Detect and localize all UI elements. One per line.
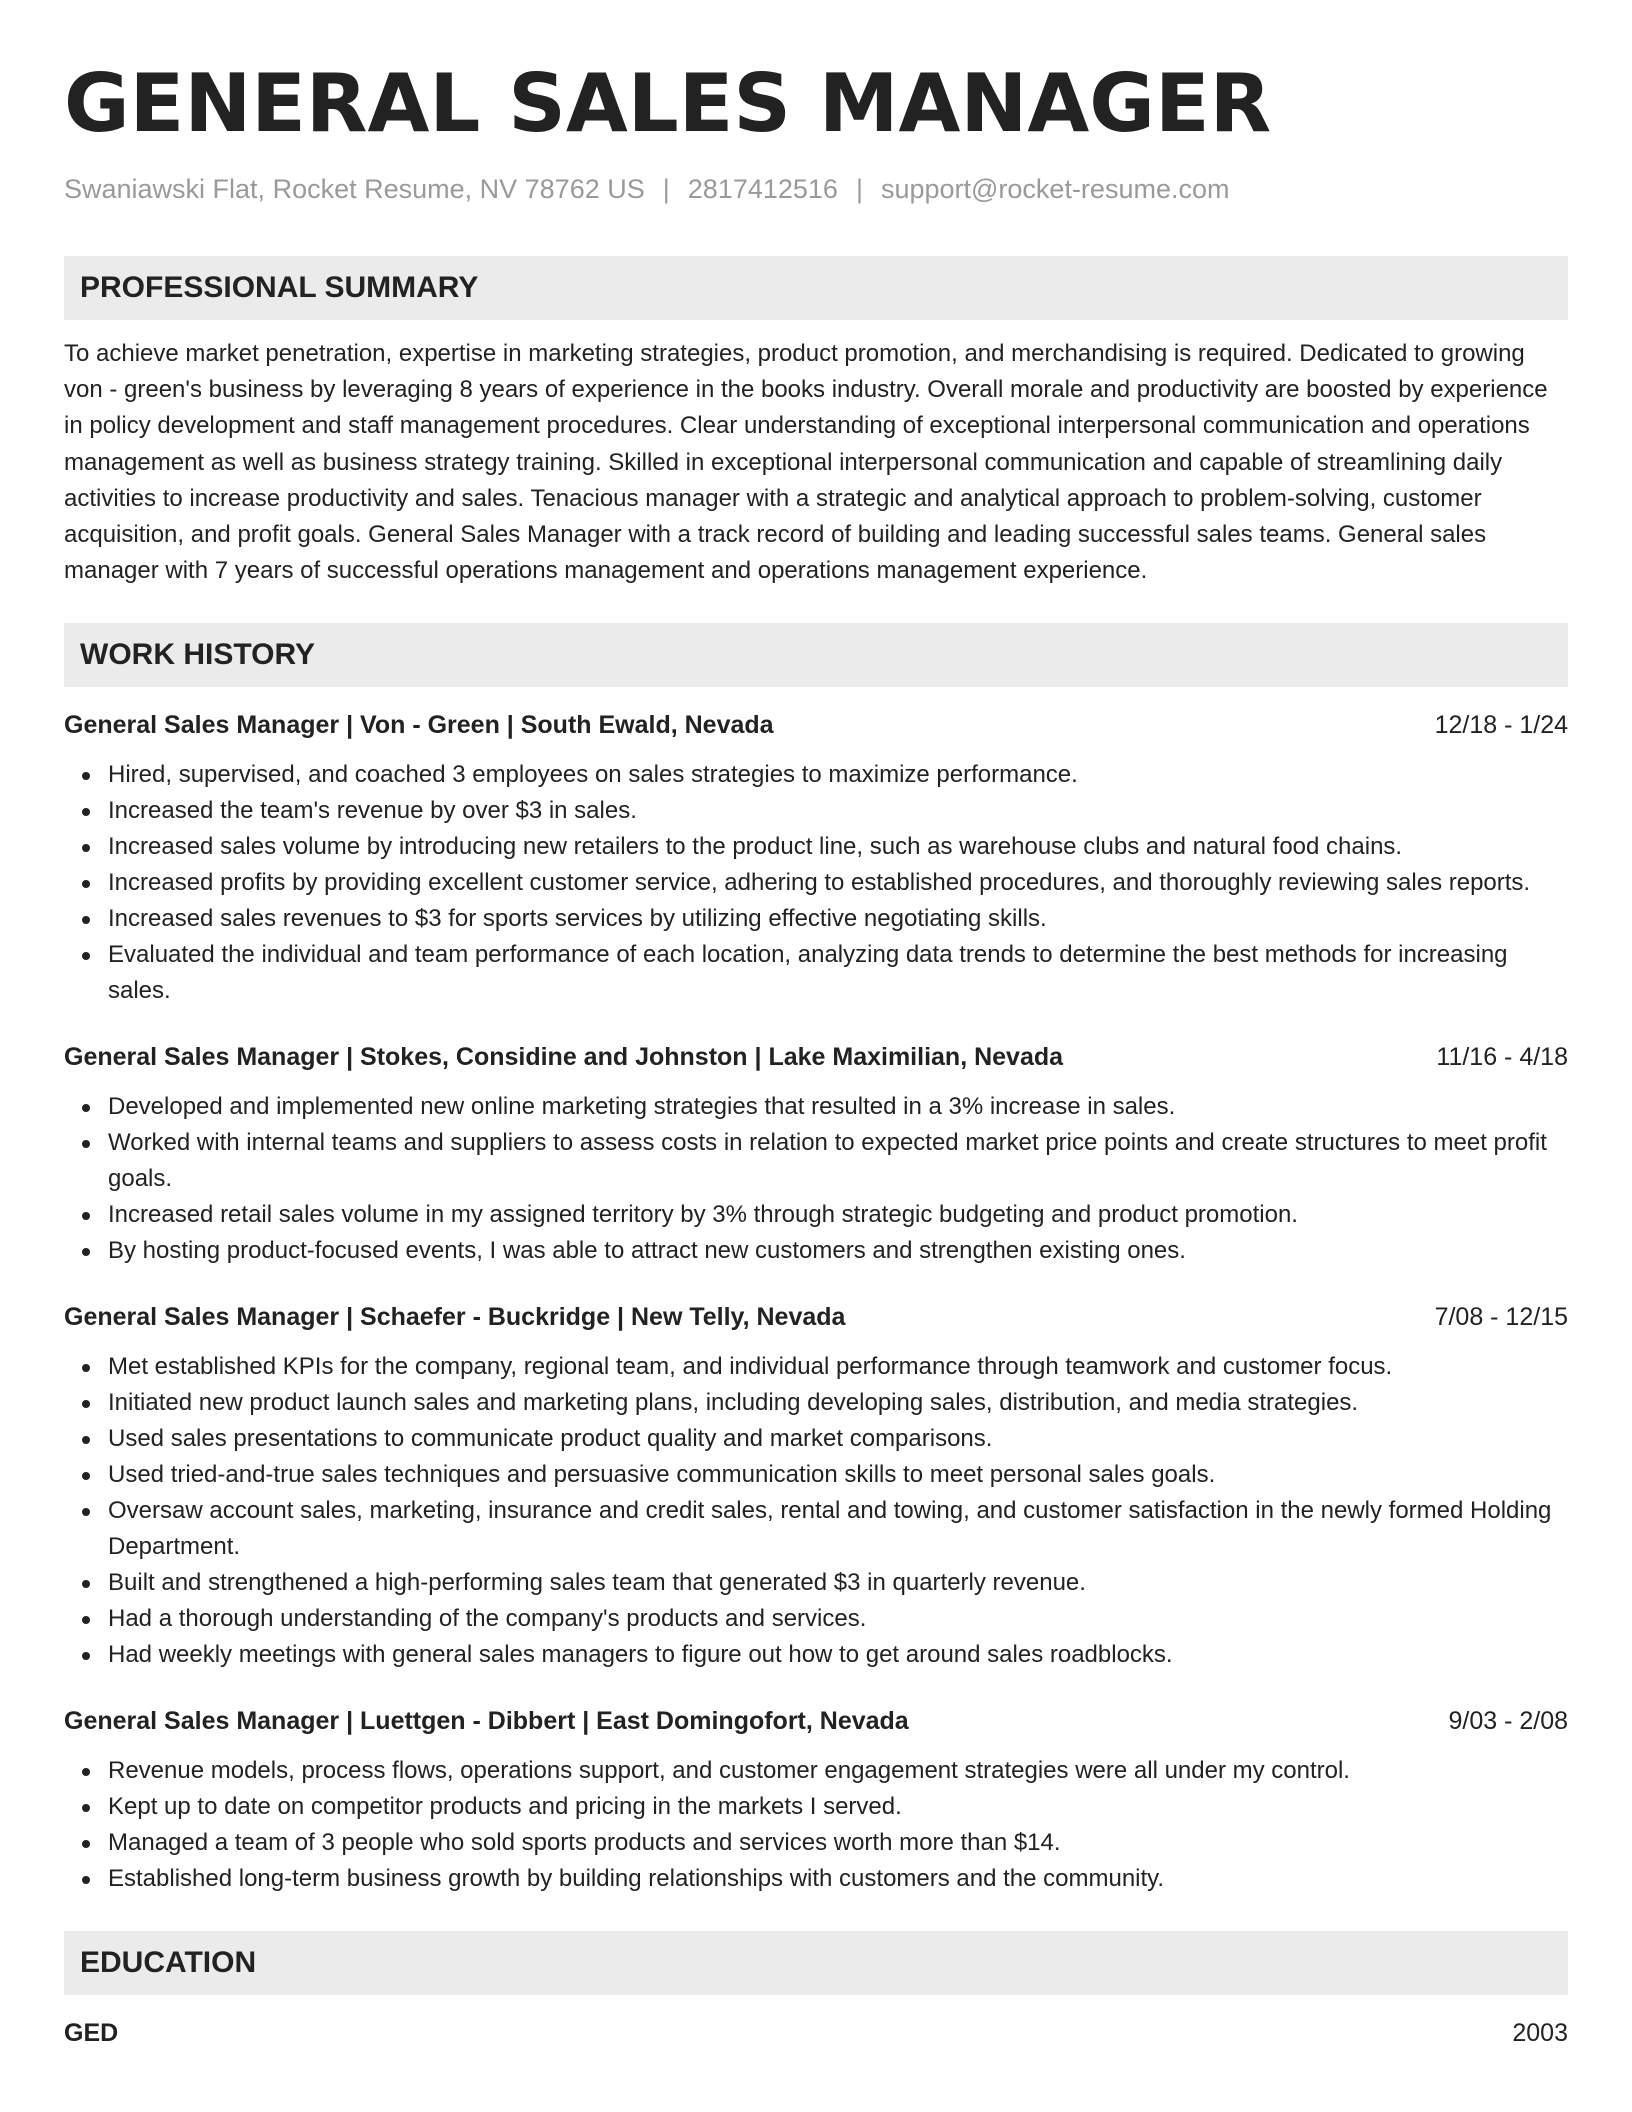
contact-separator: | <box>662 174 670 204</box>
job-title: General Sales Manager | Stokes, Considine and Johnston | Lake Maximilian, Nevada <box>64 1043 1064 1072</box>
job-title: General Sales Manager | Schaefer - Buckridge | New Telly, Nevada <box>64 1303 846 1332</box>
job-bullet: Increased sales revenues to $3 for sports services by utilizing effective negotiating skills. <box>108 901 1568 937</box>
job-bullet: Evaluated the individual and team performance of each location, analyzing data trends to determine the best methods for increasing sales. <box>108 937 1568 1009</box>
education-degree: GED <box>64 2019 119 2048</box>
job-dates: 9/03 - 2/08 <box>1448 1707 1568 1736</box>
section-header-education: EDUCATION <box>64 1931 1568 1995</box>
contact-address: Swaniawski Flat, Rocket Resume, NV 78762 US <box>64 174 645 204</box>
job-title: General Sales Manager | Von - Green | South Ewald, Nevada <box>64 711 774 740</box>
job-bullet: Initiated new product launch sales and marketing plans, including developing sales, distribution, and media strategies. <box>108 1385 1568 1421</box>
job-header <box>64 1299 1568 1335</box>
job-bullet: Managed a team of 3 people who sold sports products and services worth more than $14. <box>108 1825 1568 1861</box>
contact-separator: | <box>855 174 863 204</box>
job-bullet-list <box>64 757 1568 1009</box>
job-bullet-list <box>64 1349 1568 1673</box>
summary-text: To achieve market penetration, expertise in marketing strategies, product promotion, and merchandising is required. Dedicated to growing von - green's business by leveraging 8 years of experience in the books industry. Overall morale and productivity are boosted by experience in policy development and staff management procedures. Clear understanding of exceptional interpersonal communication and operations management as well as business strategy training. Skilled in exceptional interpersonal communication and capable of streamlining daily activities to increase productivity and sales. Tenacious manager with a strategic and analytical approach to problem-solving, customer acquisition, and profit goals. General Sales Manager with a track record of building and leading successful sales teams. General sales manager with 7 years of successful operations management and operations management experience. <box>64 340 1548 585</box>
contact-line <box>64 172 1568 206</box>
job-bullet: Oversaw account sales, marketing, insurance and credit sales, rental and towing, and customer satisfaction in the newly formed Holding Department. <box>108 1493 1568 1565</box>
job-bullet-list <box>64 1089 1568 1269</box>
job-title: General Sales Manager | Luettgen - Dibbert | East Domingofort, Nevada <box>64 1707 909 1736</box>
job-bullet: Hired, supervised, and coached 3 employees on sales strategies to maximize performance. <box>108 757 1568 793</box>
job-bullet: Used tried-and-true sales techniques and persuasive communication skills to meet personal sales goals. <box>108 1457 1568 1493</box>
job-bullet: Worked with internal teams and suppliers to assess costs in relation to expected market price points and create structures to meet profit goals. <box>108 1125 1568 1197</box>
job-dates: 11/16 - 4/18 <box>1436 1043 1568 1072</box>
contact-email: support@rocket-resume.com <box>880 174 1230 204</box>
job-bullet: Used sales presentations to communicate product quality and market comparisons. <box>108 1421 1568 1457</box>
job-bullet: Developed and implemented new online marketing strategies that resulted in a 3% increase in sales. <box>108 1089 1568 1125</box>
job-bullet: Met established KPIs for the company, regional team, and individual performance through teamwork and customer focus. <box>108 1349 1568 1385</box>
section-header-summary: PROFESSIONAL SUMMARY <box>64 256 1568 320</box>
job-bullet: Increased the team's revenue by over $3 in sales. <box>108 793 1568 829</box>
job-bullet: Increased profits by providing excellent customer service, adhering to established procedures, and thoroughly reviewing sales reports. <box>108 865 1568 901</box>
job-dates: 7/08 - 12/15 <box>1434 1303 1568 1332</box>
job-bullet: Increased retail sales volume in my assigned territory by 3% through strategic budgeting and product promotion. <box>108 1197 1568 1233</box>
job-bullet: Established long-term business growth by building relationships with customers and the community. <box>108 1861 1568 1897</box>
education-year: 2003 <box>1512 2019 1568 2048</box>
education-list <box>64 2015 1568 2051</box>
job-entry <box>64 707 1568 1009</box>
job-bullet-list <box>64 1753 1568 1897</box>
job-entry <box>64 1703 1568 1897</box>
contact-phone: 2817412516 <box>687 174 838 204</box>
job-header <box>64 1703 1568 1739</box>
work-history-list <box>64 707 1568 1897</box>
job-bullet: Built and strengthened a high-performing sales team that generated $3 in quarterly revenue. <box>108 1565 1568 1601</box>
job-bullet: Had weekly meetings with general sales managers to figure out how to get around sales roadblocks. <box>108 1637 1568 1673</box>
candidate-name: GENERAL SALES MANAGER <box>64 57 1272 150</box>
job-header <box>64 707 1568 743</box>
job-dates: 12/18 - 1/24 <box>1434 711 1568 740</box>
job-header <box>64 1039 1568 1075</box>
job-bullet: Increased sales volume by introducing new retailers to the product line, such as warehouse clubs and natural food chains. <box>108 829 1568 865</box>
job-entry <box>64 1299 1568 1673</box>
job-bullet: Kept up to date on competitor products and pricing in the markets I served. <box>108 1789 1568 1825</box>
job-bullet: Revenue models, process flows, operations support, and customer engagement strategies were all under my control. <box>108 1753 1568 1789</box>
education-entry <box>64 2015 1568 2051</box>
job-bullet: By hosting product-focused events, I was able to attract new customers and strengthen existing ones. <box>108 1233 1568 1269</box>
job-bullet: Had a thorough understanding of the company's products and services. <box>108 1601 1568 1637</box>
section-header-work-history: WORK HISTORY <box>64 623 1568 687</box>
job-entry <box>64 1039 1568 1269</box>
